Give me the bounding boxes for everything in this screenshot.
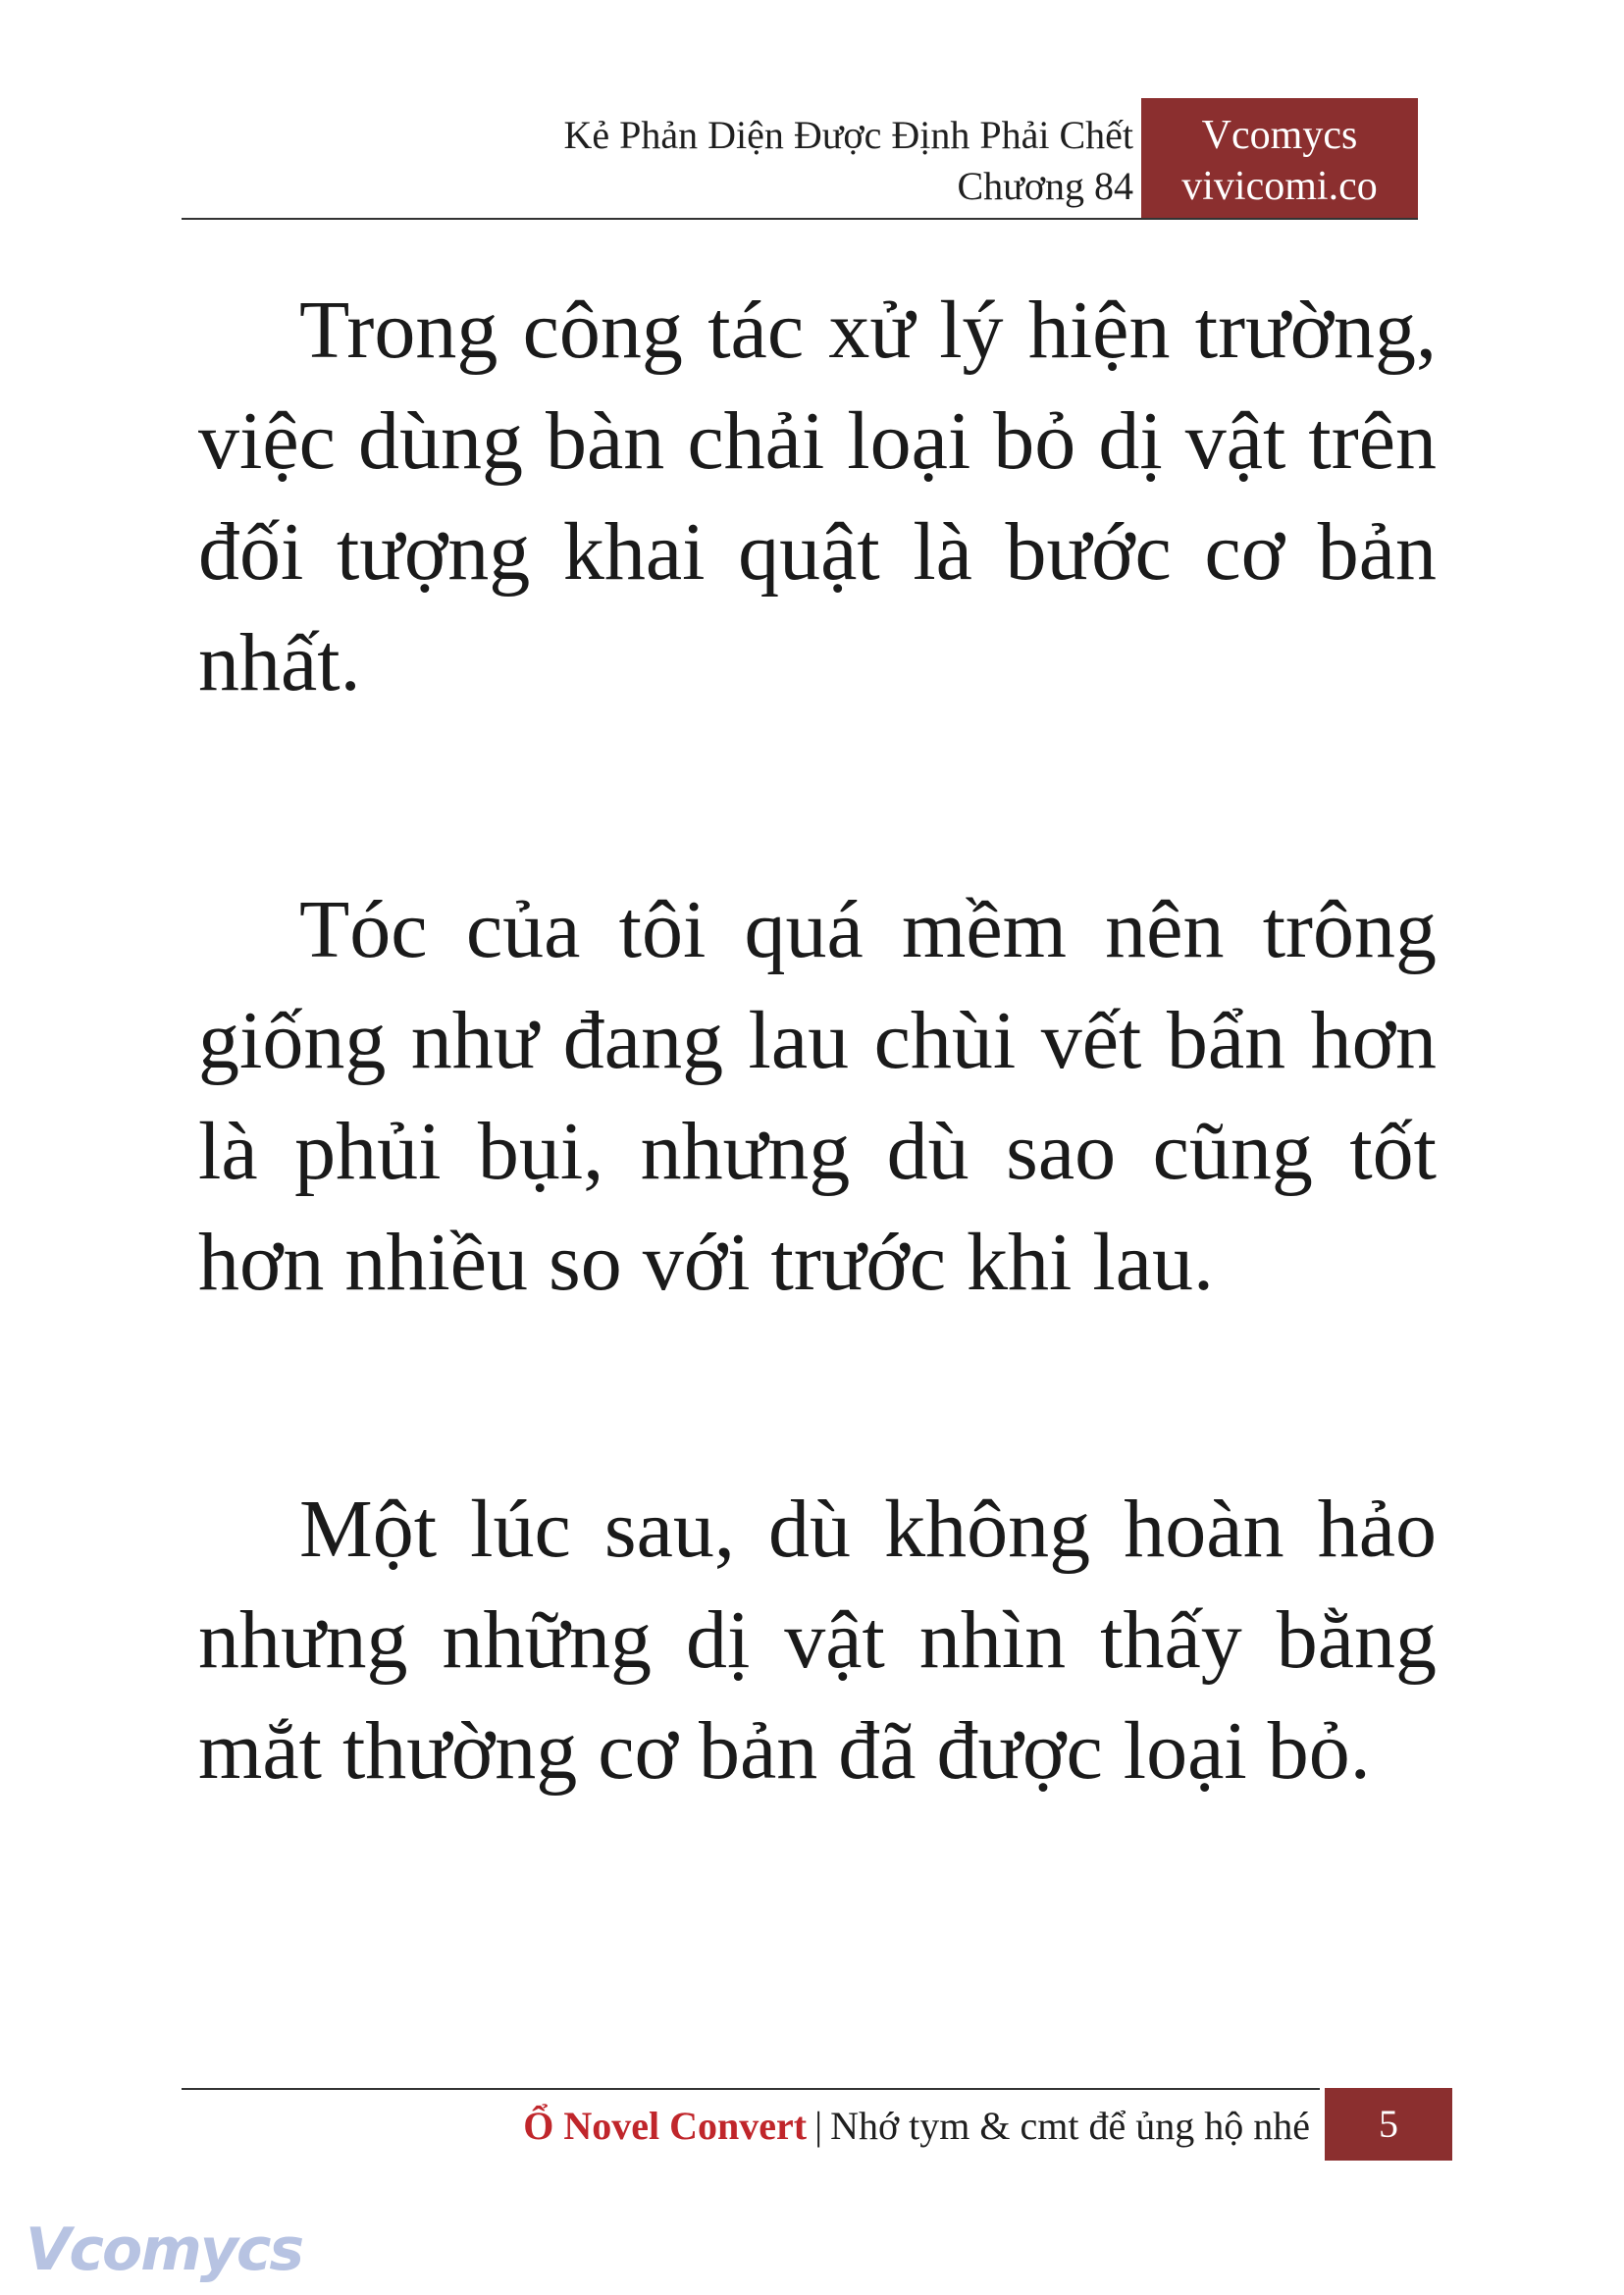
book-title: Kẻ Phản Diện Được Định Phải Chết [563, 113, 1133, 157]
footer-divider [182, 2088, 1320, 2090]
header-title-block [563, 110, 1133, 212]
footer-separator: | [814, 2104, 823, 2148]
header-divider [182, 218, 1418, 220]
page-footer [182, 2088, 1452, 2161]
paragraph: Tóc của tôi quá mềm nên trông giống như đang lau chùi vết bẩn hơn là phủi bụi, nhưng dù sao cũng tốt hơn nhiều so với trước khi lau. [198, 884, 1437, 1308]
footer-brand: Ổ Novel Convert [523, 2104, 808, 2148]
site-badge [1141, 98, 1418, 220]
site-name: Vcomycs [1201, 113, 1358, 158]
site-url: vivicomi.co [1181, 164, 1378, 209]
footer-text [523, 2100, 1310, 2153]
page-body [198, 275, 1437, 1806]
chapter-label: Chương 84 [957, 164, 1133, 208]
footer-message: Nhớ tym & cmt để ủng hộ nhé [830, 2104, 1310, 2148]
paragraph: Trong công tác xử lý hiện trường, việc dùng bàn chải loại bỏ dị vật trên đối tượng khai quật là bước cơ bản nhất. [198, 285, 1437, 708]
page-header [182, 98, 1418, 220]
page-number: 5 [1325, 2088, 1452, 2161]
paragraph: Một lúc sau, dù không hoàn hảo nhưng những dị vật nhìn thấy bằng mắt thường cơ bản đã được loại bỏ. [198, 1484, 1437, 1797]
watermark-logo: Vcomycs [26, 2216, 303, 2284]
